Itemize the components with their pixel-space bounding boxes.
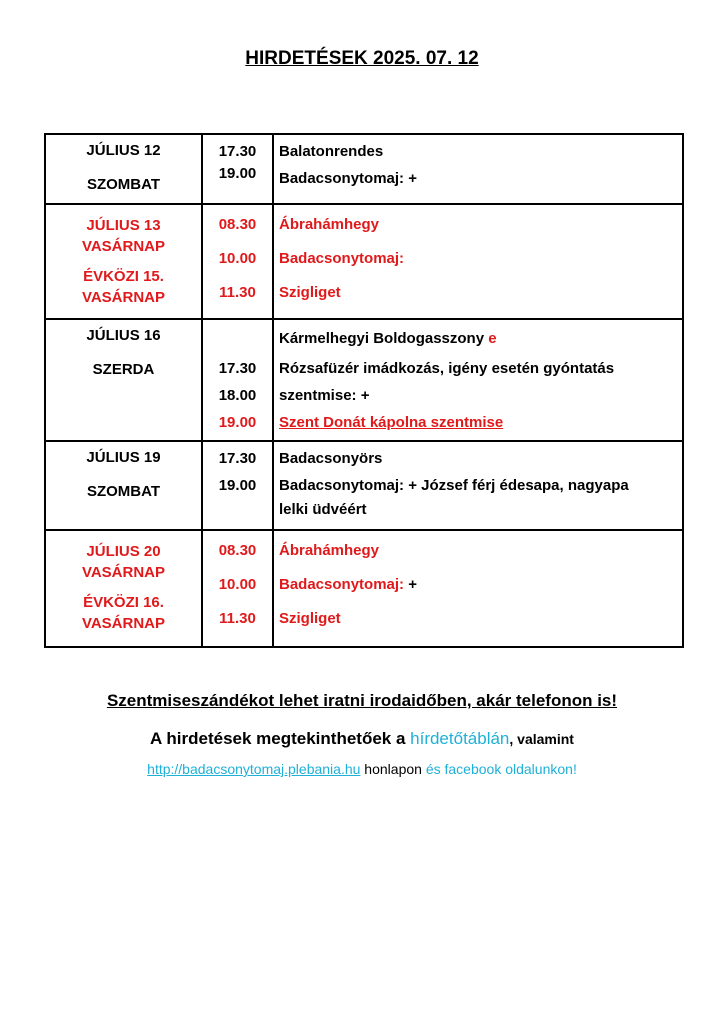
feast-line [279, 325, 672, 352]
notice-availability [0, 729, 724, 749]
desc-line: Badacsonytomaj: + József férj édesapa, nagyapa [279, 477, 629, 494]
day-cell [45, 530, 202, 647]
time-value: 08.30 [218, 216, 257, 233]
desc-line: Rózsafüzér imádkozás, igény esetén gyóntatás [279, 360, 615, 377]
desc-line: Badacsonytomaj: + [279, 170, 417, 187]
feast-mark: e [488, 330, 497, 347]
time-cell [202, 204, 273, 319]
desc-line: Balatonrendes [279, 143, 384, 160]
time-value: 19.00 [218, 165, 257, 182]
time-cell [202, 530, 273, 647]
page-title: HIRDETÉSEK 2025. 07. 12 [245, 48, 479, 69]
desc-cell [273, 134, 683, 204]
desc-cell [273, 530, 683, 647]
time-value: 17.30 [218, 450, 257, 467]
desc-line: Szigliget [279, 284, 341, 301]
website-text: honlapon [360, 761, 426, 777]
time-value: 18.00 [218, 387, 257, 404]
notice-text-end: , valamint [509, 731, 574, 747]
intention-mark: + [408, 576, 417, 593]
mass-intention-notice: Szentmiseszándékot lehet iratni irodaidőben, akár telefonon is! [106, 691, 618, 710]
weekday-label: SZERDA [92, 361, 155, 378]
day-cell [45, 204, 202, 319]
day-cell [45, 319, 202, 441]
desc-cell [273, 319, 683, 441]
desc-line: Ábrahámhegy [279, 216, 380, 233]
weekday-label: VASÁRNAP [81, 289, 166, 306]
time-value: 17.30 [218, 360, 257, 377]
day-cell [45, 134, 202, 204]
facebook-text: és facebook oldalunkon! [425, 761, 577, 777]
desc-line: Szigliget [279, 610, 341, 627]
table-row [45, 530, 683, 647]
weekday-label: SZOMBAT [86, 483, 161, 500]
table-row [45, 204, 683, 319]
time-value: 11.30 [219, 284, 256, 301]
feast-label: ÉVKÖZI 15. [83, 268, 164, 285]
time-value: 17.30 [218, 143, 257, 160]
desc-line: Badacsonytomaj: [279, 576, 405, 593]
time-value: 10.00 [218, 250, 257, 267]
date-label: JÚLIUS 13 [86, 217, 161, 234]
weekday-label: VASÁRNAP [81, 238, 166, 255]
table-row [45, 134, 683, 204]
time-value: 10.00 [218, 576, 257, 593]
time-value: 08.30 [218, 542, 257, 559]
time-cell [202, 134, 273, 204]
time-value: 11.30 [219, 610, 256, 627]
desc-cell [273, 204, 683, 319]
notice-text: A hirdetések megtekinthetőek a [150, 729, 411, 748]
weekday-label: VASÁRNAP [81, 564, 166, 581]
desc-line: Badacsonytomaj: [279, 250, 405, 267]
website-line [0, 761, 724, 777]
desc-cell [273, 441, 683, 530]
feast-name: Kármelhegyi Boldogasszony [279, 330, 485, 347]
desc-line: lelki üdvéért [279, 501, 367, 518]
feast-label: ÉVKÖZI 16. [83, 594, 164, 611]
time-cell [202, 319, 273, 441]
weekday-label: SZOMBAT [86, 176, 161, 193]
time-value: 19.00 [218, 477, 257, 494]
date-label: JÚLIUS 20 [86, 543, 161, 560]
desc-line: Ábrahámhegy [279, 542, 380, 559]
desc-line: Badacsonyörs [279, 450, 383, 467]
table-row [45, 441, 683, 530]
time-value: 19.00 [218, 414, 257, 431]
date-label: JÚLIUS 19 [86, 449, 161, 466]
schedule-table [44, 133, 684, 648]
time-cell [202, 441, 273, 530]
weekday-label: VASÁRNAP [81, 615, 166, 632]
date-label: JÚLIUS 16 [86, 327, 161, 344]
table-row [45, 319, 683, 441]
desc-line-wrap [279, 568, 672, 602]
desc-line: Szent Donát kápolna szentmise [279, 414, 504, 431]
desc-line: szentmise: + [279, 387, 370, 404]
day-cell [45, 441, 202, 530]
website-link[interactable]: http://badacsonytomaj.plebania.hu [147, 761, 361, 777]
noticeboard-text: hírdetőtáblán [410, 729, 510, 748]
date-label: JÚLIUS 12 [86, 142, 161, 159]
